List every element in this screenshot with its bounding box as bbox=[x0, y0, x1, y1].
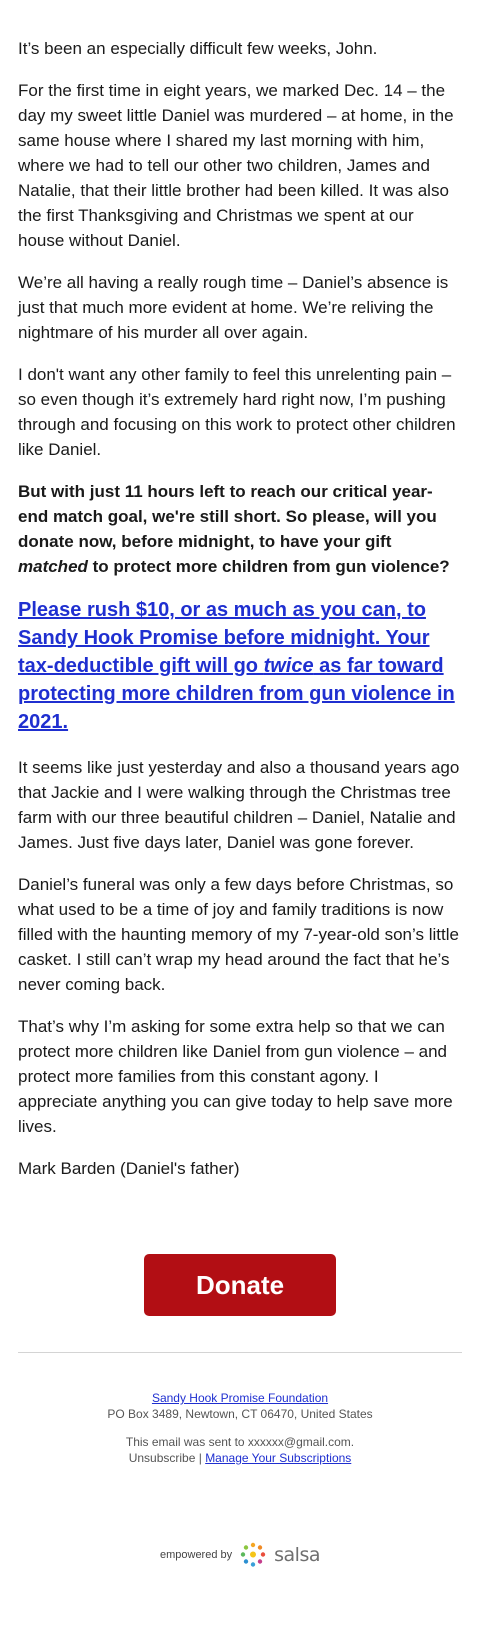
manage-subscriptions-link[interactable]: Manage Your Subscriptions bbox=[205, 1451, 352, 1465]
match-goal-emphasis: matched bbox=[18, 557, 88, 576]
sent-to-notice: This email was sent to xxxxxx@gmail.com. bbox=[125, 1435, 355, 1449]
footer-subscription-block bbox=[18, 1434, 462, 1466]
salsa-logo-icon bbox=[240, 1542, 266, 1568]
email-body bbox=[18, 0, 462, 1568]
greeting-paragraph: It’s been an especially difficult few weeks, John. bbox=[18, 39, 378, 58]
body-paragraph-pain: I don't want any other family to feel this unrelenting pain – so even though it’s extremely hard right now, I’m pushing through and focusing on this work to protect other children like Daniel. bbox=[18, 365, 456, 459]
donate-cta-link[interactable] bbox=[18, 596, 462, 736]
unsubscribe-text[interactable]: Unsubscribe bbox=[128, 1451, 196, 1465]
footer-separator: | bbox=[195, 1451, 206, 1465]
donate-button[interactable]: Donate bbox=[144, 1254, 336, 1316]
body-paragraph-rough-time: We’re all having a really rough time – Daniel’s absence is just that much more evident at home. We’re reliving the nightmare of his murder all over again. bbox=[18, 273, 449, 342]
org-name-link[interactable]: Sandy Hook Promise Foundation bbox=[151, 1391, 329, 1405]
cta-text-b[interactable]: as far toward protecting more children from gun violence in 2021. bbox=[18, 655, 455, 733]
footer-divider bbox=[18, 1352, 462, 1353]
body-paragraph-tree-farm: It seems like just yesterday and also a thousand years ago that Jackie and I were walking through the Christmas tree farm with our three beautiful children – Daniel, Natalie and James. Just five days later, Daniel was gone forever. bbox=[18, 758, 460, 852]
org-address: PO Box 3489, Newtown, CT 06470, United States bbox=[107, 1407, 373, 1421]
body-paragraph-funeral: Daniel’s funeral was only a few days before Christmas, so what used to be a time of joy and family traditions is now filled with the haunting memory of my 7-year-old son’s little casket. I still can’t wrap my head around the fact that he’s never coming back. bbox=[18, 875, 459, 994]
match-goal-paragraph bbox=[18, 479, 462, 579]
signature: Mark Barden (Daniel's father) bbox=[18, 1159, 240, 1178]
footer bbox=[18, 1390, 462, 1466]
match-goal-text-a: But with just 11 hours left to reach our critical year-end match goal, we're still short. So please, will you donate now, before midnight, to have your gift bbox=[18, 482, 437, 551]
cta-text-a[interactable]: Please rush $10, or as much as you can, to Sandy Hook Promise before midnight. Your tax-deductible gift will go bbox=[18, 599, 430, 677]
body-paragraph-extra-help: That’s why I’m asking for some extra help so that we can protect more children like Daniel from gun violence – and protect more families from this constant agony. I appreciate anything you can give today to help save more lives. bbox=[18, 1017, 453, 1136]
donate-section bbox=[18, 1254, 462, 1316]
footer-org-block bbox=[18, 1390, 462, 1422]
powered-by-salsa[interactable] bbox=[18, 1542, 462, 1568]
match-goal-text-b: to protect more children from gun violence? bbox=[87, 557, 450, 576]
cta-emphasis[interactable]: twice bbox=[263, 655, 314, 677]
powered-by-prefix: empowered by bbox=[159, 1549, 233, 1561]
salsa-brand-text: salsa bbox=[274, 1544, 321, 1566]
body-paragraph-anniversary: For the first time in eight years, we marked Dec. 14 – the day my sweet little Daniel was murdered – at home, in the same house where I shared my last morning with him, where we had to tell our other two children, James and Natalie, that their little brother had been killed. It was also the first Thanksgiving and Christmas we spent at our house without Daniel. bbox=[18, 81, 454, 250]
